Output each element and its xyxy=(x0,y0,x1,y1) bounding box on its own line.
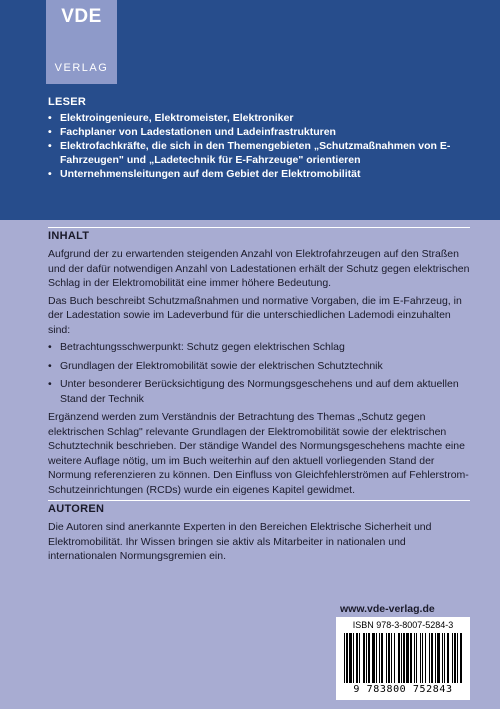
barcode-bar xyxy=(435,633,436,683)
barcode-bar xyxy=(454,633,456,683)
logo-sub: VERLAG xyxy=(54,62,109,74)
barcode-bar xyxy=(398,633,400,683)
barcode-block xyxy=(336,617,470,700)
barcode-bar xyxy=(410,633,412,683)
barcode-bar xyxy=(401,633,402,683)
barcode-bar xyxy=(363,633,365,683)
barcode-bar xyxy=(429,633,430,683)
inhalt-item-text: Unter besonderer Berücksichtigung des Normungsgeschehens und auf dem aktuellen Stand der Technik xyxy=(60,378,459,405)
autoren-paragraph: Die Autoren sind anerkannte Experten in den Bereichen Elektrische Sicherheit und Elektromobilität. Ihr Wissen bringen sie aktiv als Mitarbeiter in nationalen und internationalen Normungsgremien ein. xyxy=(48,521,432,562)
barcode-bar xyxy=(394,633,395,683)
barcode-bar xyxy=(366,633,367,683)
barcode-bar xyxy=(381,633,383,683)
vde-logo xyxy=(46,0,117,84)
divider-autoren xyxy=(48,500,470,501)
barcode-bar xyxy=(442,633,443,683)
list-item xyxy=(48,112,468,126)
header-band xyxy=(0,0,500,220)
list-item xyxy=(48,140,468,167)
barcode-bar xyxy=(422,633,423,683)
autoren-section xyxy=(48,503,470,567)
barcode-bar xyxy=(349,633,352,683)
barcode-bar xyxy=(376,633,377,683)
barcode-bar xyxy=(447,633,449,683)
barcode-bar xyxy=(425,633,426,683)
barcode-bar xyxy=(346,633,348,683)
inhalt-heading: INHALT xyxy=(48,230,90,242)
bullet-icon: • xyxy=(48,341,52,353)
barcode-bar xyxy=(444,633,445,683)
barcode-image xyxy=(344,633,462,683)
list-item xyxy=(48,377,470,406)
barcode-bar xyxy=(368,633,370,683)
inhalt-list xyxy=(48,340,470,406)
isbn-text: ISBN 978-3-8007-5284-3 xyxy=(352,620,454,630)
barcode-bar xyxy=(420,633,421,683)
leser-item-text: Elektrofachkräfte, die sich in den Themengebieten „Schutzmaßnahmen von E-Fahrzeugen" und „Ladetechnik für E-Fahrzeuge" orientieren xyxy=(60,140,451,166)
barcode-bar xyxy=(431,633,433,683)
barcode-bar xyxy=(416,633,417,683)
leser-list xyxy=(48,112,468,182)
barcode-bar xyxy=(460,633,462,683)
barcode-bar xyxy=(452,633,453,683)
barcode-bar xyxy=(406,633,409,683)
barcode-bar xyxy=(437,633,440,683)
list-item xyxy=(48,359,470,374)
bullet-icon: • xyxy=(48,112,52,124)
barcode-bar xyxy=(356,633,358,683)
leser-heading: LESER xyxy=(48,96,87,108)
barcode-bar xyxy=(414,633,415,683)
inhalt-section xyxy=(48,230,470,500)
list-item xyxy=(48,340,470,355)
logo-brand: VDE xyxy=(61,6,102,27)
bullet-icon: • xyxy=(48,140,52,152)
inhalt-item-text: Betrachtungsschwerpunkt: Schutz gegen elektrischen Schlag xyxy=(60,341,345,353)
leser-item-text: Elektroingenieure, Elektromeister, Elektroniker xyxy=(60,112,294,124)
barcode-bar xyxy=(359,633,360,683)
leser-item-text: Unternehmensleitungen auf dem Gebiet der Elektromobilität xyxy=(60,167,361,180)
leser-item-text: Fachplaner von Ladestationen und Ladeinfrastrukturen xyxy=(60,126,336,138)
divider-inhalt xyxy=(48,227,470,228)
publisher-website: www.vde-verlag.de xyxy=(340,603,435,615)
barcode-bar xyxy=(403,633,405,683)
inhalt-item-text: Grundlagen der Elektromobilität sowie der elektrischen Schutztechnik xyxy=(60,359,383,372)
barcode-bar xyxy=(386,633,387,683)
inhalt-paragraph-2: Das Buch beschreibt Schutzmaßnahmen und normative Vorgaben, die im E-Fahrzeug, in der Ladestation sowie im Ladeverbund für die unterschiedlichen Lademodi einzuhalten sind: xyxy=(48,294,462,336)
list-item xyxy=(48,168,468,182)
inhalt-paragraph-1: Aufgrund der zu erwartenden steigenden Anzahl von Elektrofahrzeugen auf den Straßen und der dafür notwendigen Anzahl von Ladestationen erhält der Schutz gegen elektrischen Schlag in der Elektromobilität eine immer höhere Bedeutung. xyxy=(48,248,470,289)
bullet-icon: • xyxy=(48,126,52,138)
list-item xyxy=(48,126,468,140)
barcode-bar xyxy=(353,633,354,683)
barcode-bar xyxy=(388,633,390,683)
barcode-digits: 9 783800 752843 xyxy=(353,684,453,695)
bullet-icon: • xyxy=(48,359,52,372)
barcode-bar xyxy=(372,633,375,683)
barcode-bar xyxy=(457,633,458,683)
bullet-icon: • xyxy=(48,378,52,390)
barcode-bar xyxy=(344,633,345,683)
inhalt-paragraph-3: Ergänzend werden zum Verständnis der Betrachtung des Themas „Schutz gegen elektrischen Schlag" relevante Grundlagen der Elektromobilität sowie der elektrischen Schutztechnik beschrieben. Der ständige Wandel des Normungsgeschehens machte eine weitere Auflage nötig, um im Buch weiterhin auf den aktuell vorliegenden Stand der Normung referenzieren zu können. Den Einfluss von Gleichfehlerströmen auf Fehlerstrom-Schutzeinrichtungen (RCDs) wurde ein eigenes Kapitel gewidmet. xyxy=(48,411,469,496)
autoren-heading: AUTOREN xyxy=(48,503,105,515)
barcode-bar xyxy=(379,633,380,683)
barcode-bar xyxy=(391,633,392,683)
bullet-icon: • xyxy=(48,167,52,180)
